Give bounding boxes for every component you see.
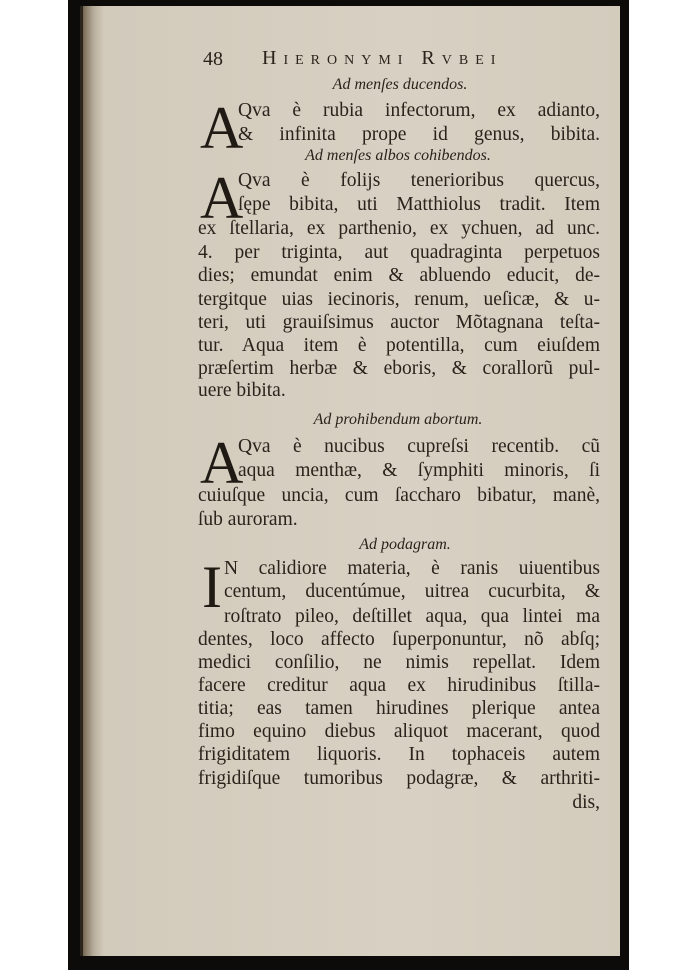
text-line: facere creditur aqua ex hirudinibus ſtilla-	[198, 675, 600, 696]
text-line: aqua menthæ, & ſymphiti minoris, ſi	[238, 460, 600, 481]
text-line: frigiditatem liquoris. In tophaceis autem	[198, 744, 600, 765]
text-line: teri, uti grauiſsimus auctor Mõtagnana teſta-	[198, 312, 600, 333]
text-line: tur. Aqua item è potentilla, cum eiuſdem	[198, 335, 600, 356]
text-line: titia; eas tamen hirudines plerique antea	[198, 698, 600, 719]
text-line: Qva è folijs tenerioribus quercus,	[238, 170, 600, 191]
drop-cap: A	[200, 95, 244, 161]
section-heading: Ad prohibendum abortum.	[313, 411, 483, 428]
text-line: N calidiore materia, è ranis uiuentibus	[224, 558, 600, 579]
text-line: 4. per triginta, aut quadraginta perpetuos	[198, 242, 600, 263]
text-line: centum, ducentúmue, uitrea cucurbita, &	[224, 581, 600, 602]
text-line: tergitque uias iecinoris, renum, ueſicæ, & u-	[198, 289, 600, 310]
drop-cap: A	[200, 430, 244, 496]
text-line: dis,	[572, 792, 600, 813]
text-line: uere bibita.	[198, 380, 286, 401]
text-line: cuiuſque uncia, cum ſaccharo bibatur, manè,	[198, 485, 600, 506]
text-line: dies; emundat enim & abluendo educit, de-	[198, 265, 600, 286]
text-line: præſertim herbæ & eboris, & corallorũ pul-	[198, 358, 600, 379]
text-line: medici conſilio, ne nimis repellat. Idem	[198, 652, 600, 673]
text-line: ſępe bibita, uti Matthiolus tradit. Item	[238, 194, 600, 215]
drop-cap: I	[202, 554, 222, 620]
drop-cap: A	[200, 165, 244, 231]
text-line: dentes, loco affecto ſuperponuntur, nõ abſq;	[198, 629, 600, 650]
running-title: Hieronymi Rvbei	[262, 47, 503, 69]
page-number: 48	[203, 48, 223, 70]
text-line: frigidiſque tumoribus podagræ, & arthriti-	[198, 768, 600, 789]
page-gutter	[80, 6, 83, 956]
text-line: fimo equino diebus aliquot macerant, quod	[198, 721, 600, 742]
text-line: ſub auroram.	[198, 509, 298, 530]
text-line: Qva è rubia infectorum, ex adianto,	[238, 100, 600, 121]
text-line: roſtrato pileo, deſtillet aqua, qua lintei ma	[224, 606, 600, 627]
text-line: Qva è nucibus cupreſsi recentib. cũ	[238, 436, 600, 457]
text-line: ex ſtellaria, ex parthenio, ex ychuen, ad unc.	[198, 218, 600, 239]
section-heading: Ad podagram.	[359, 536, 451, 553]
section-heading: Ad menſes albos cohibendos.	[305, 147, 491, 164]
section-heading: Ad menſes ducendos.	[332, 76, 468, 93]
text-line: & infinita prope id genus, bibita.	[238, 124, 600, 145]
